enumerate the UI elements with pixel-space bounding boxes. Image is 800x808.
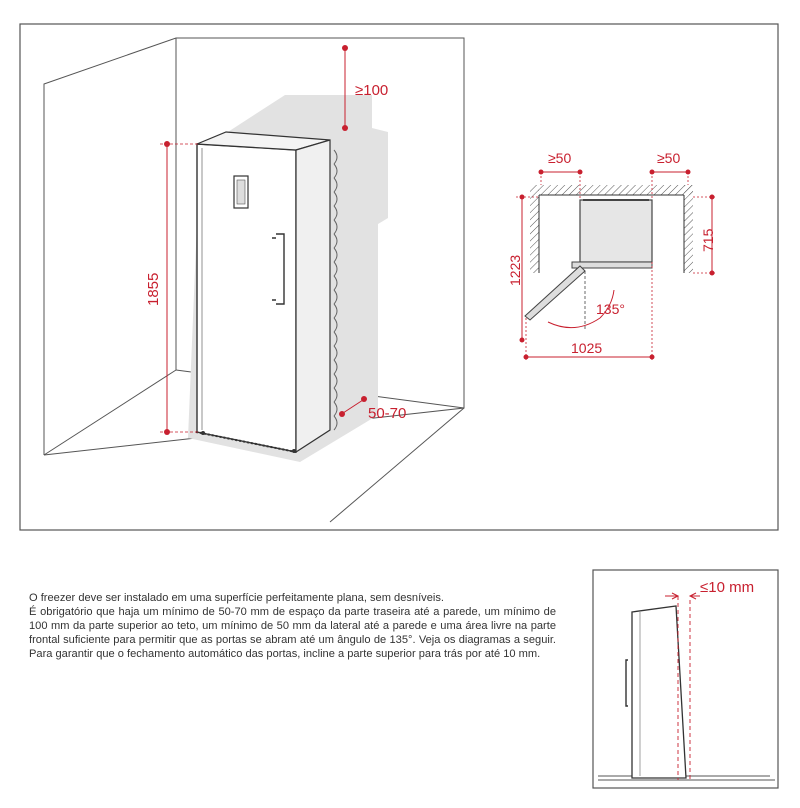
freezer-side	[296, 140, 330, 452]
instruction-level-floor: O freezer deve ser instalado em uma superfície perfeitamente plana, sem desníveis.	[29, 592, 444, 604]
depth-label: 715	[700, 228, 716, 252]
foot-left	[201, 431, 205, 435]
freezer	[196, 132, 337, 453]
tilt-frame	[593, 570, 778, 788]
side-clearance-left-label: ≥50	[548, 150, 572, 166]
display-icon	[237, 180, 245, 204]
right-wall-hatch	[684, 185, 693, 273]
door-open	[525, 266, 585, 320]
freezer-top-view	[580, 200, 652, 262]
angle-arc	[548, 318, 600, 328]
instruction-tilt: Para garantir que o fechamento automático das portas, incline a parte superior para trás por até 10 mm.	[29, 647, 541, 660]
tilted-door-handle	[626, 660, 628, 706]
rear-gap-label: 50-70	[368, 405, 407, 422]
door-closed	[572, 262, 652, 268]
door-opening-diagram	[507, 150, 716, 362]
angle-label: 135°	[596, 301, 625, 317]
depth-open-label: 1223	[507, 254, 523, 286]
height-label: 1855	[145, 272, 162, 306]
foot-right	[292, 449, 296, 453]
side-clearance-right-label: ≥50	[657, 150, 681, 166]
tilt-diagram	[593, 570, 778, 788]
width-open-label: 1025	[571, 340, 603, 356]
room-installation-diagram	[20, 24, 778, 530]
instruction-clearances: É obrigatório que haja um mínimo de 50-70 mm de espaço da parte traseira até a parede, um mínimo de 100 mm da parte superior ao teto, um mínimo de 50 mm da lateral até a parede e uma área livre na parte frontal suficiente para permitir que as portas se abram até um ângulo de 135°. Veja os diagramas a seguir.	[29, 605, 556, 646]
top-clearance-label: ≥100	[355, 82, 389, 99]
tilt-label: ≤10 mm	[700, 579, 755, 596]
room-frame	[20, 24, 778, 530]
installation-instructions	[29, 592, 556, 662]
rear-wall-hatch	[538, 185, 693, 195]
left-wall-hatch	[530, 185, 539, 273]
